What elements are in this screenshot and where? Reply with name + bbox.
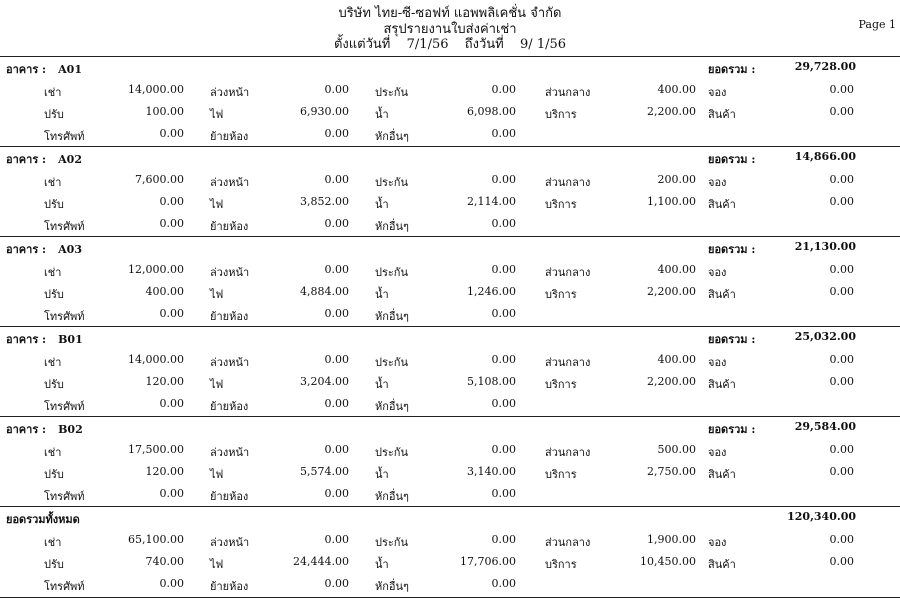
amount-row bbox=[0, 303, 900, 325]
electric-value: 3,852.00 bbox=[300, 195, 349, 208]
common-value: 400.00 bbox=[657, 353, 696, 366]
goods-value: 0.00 bbox=[829, 285, 854, 298]
service-label: บริการ bbox=[545, 288, 577, 301]
water-label: น้ำ bbox=[375, 558, 389, 571]
water-value: 5,108.00 bbox=[467, 375, 516, 388]
section-header bbox=[0, 420, 900, 436]
report-title: สรุปรายงานใบส่งค่าเช่า bbox=[383, 22, 517, 37]
date-from: 7/1/56 bbox=[406, 37, 449, 52]
reserve-label: จอง bbox=[708, 266, 727, 279]
section-rule bbox=[0, 326, 900, 327]
building-section bbox=[0, 143, 900, 233]
rent-value: 14,000.00 bbox=[128, 353, 184, 366]
amount-row bbox=[0, 191, 900, 213]
electric-label: ไฟ bbox=[210, 108, 224, 121]
phone-label: โทรศัพท์ bbox=[44, 310, 85, 323]
other-deduct-label: หักอื่นๆ bbox=[375, 220, 409, 233]
grand-total-section bbox=[0, 503, 900, 591]
water-value: 3,140.00 bbox=[467, 465, 516, 478]
fine-label: ปรับ bbox=[44, 378, 64, 391]
reserve-label: จอง bbox=[708, 176, 727, 189]
goods-label: สินค้า bbox=[708, 378, 736, 391]
advance-value: 0.00 bbox=[324, 533, 349, 546]
common-label: ส่วนกลาง bbox=[545, 446, 591, 459]
common-label: ส่วนกลาง bbox=[545, 86, 591, 99]
building-label: อาคาร : bbox=[6, 153, 47, 166]
section-total-label: ยอดรวม : bbox=[708, 63, 756, 76]
rent-label: เช่า bbox=[44, 86, 62, 99]
section-header bbox=[0, 60, 900, 76]
grand-total-value: 120,340.00 bbox=[787, 510, 856, 523]
building-heading bbox=[6, 330, 83, 348]
move-room-value: 0.00 bbox=[324, 307, 349, 320]
date-range bbox=[0, 33, 900, 54]
amount-row bbox=[0, 169, 900, 191]
reserve-label: จอง bbox=[708, 86, 727, 99]
service-value: 2,200.00 bbox=[647, 105, 696, 118]
goods-value: 0.00 bbox=[829, 465, 854, 478]
building-section bbox=[0, 323, 900, 413]
electric-value: 24,444.00 bbox=[293, 555, 349, 568]
section-total-value: 25,032.00 bbox=[794, 330, 856, 343]
deposit-value: 0.00 bbox=[491, 533, 516, 546]
move-room-label: ย้ายห้อง bbox=[210, 310, 249, 323]
phone-label: โทรศัพท์ bbox=[44, 220, 85, 233]
service-label: บริการ bbox=[545, 378, 577, 391]
goods-label: สินค้า bbox=[708, 288, 736, 301]
amount-row bbox=[0, 573, 900, 595]
phone-label: โทรศัพท์ bbox=[44, 400, 85, 413]
water-value: 6,098.00 bbox=[467, 105, 516, 118]
service-value: 2,200.00 bbox=[647, 285, 696, 298]
section-total-label: ยอดรวม : bbox=[708, 423, 756, 436]
water-label: น้ำ bbox=[375, 378, 389, 391]
service-label: บริการ bbox=[545, 558, 577, 571]
fine-value: 100.00 bbox=[145, 105, 184, 118]
rent-value: 14,000.00 bbox=[128, 83, 184, 96]
fine-value: 0.00 bbox=[159, 195, 184, 208]
rent-value: 65,100.00 bbox=[128, 533, 184, 546]
common-value: 500.00 bbox=[657, 443, 696, 456]
move-room-value: 0.00 bbox=[324, 127, 349, 140]
other-deduct-value: 0.00 bbox=[491, 577, 516, 590]
reserve-label: จอง bbox=[708, 446, 727, 459]
electric-value: 4,884.00 bbox=[300, 285, 349, 298]
phone-value: 0.00 bbox=[159, 217, 184, 230]
deposit-label: ประกัน bbox=[375, 356, 408, 369]
other-deduct-value: 0.00 bbox=[491, 127, 516, 140]
common-label: ส่วนกลาง bbox=[545, 356, 591, 369]
amount-row bbox=[0, 529, 900, 551]
amount-row bbox=[0, 551, 900, 573]
deposit-value: 0.00 bbox=[491, 83, 516, 96]
section-total-value: 21,130.00 bbox=[794, 240, 856, 253]
fine-label: ปรับ bbox=[44, 558, 64, 571]
building-code: A01 bbox=[58, 63, 82, 76]
move-room-label: ย้ายห้อง bbox=[210, 490, 249, 503]
deposit-label: ประกัน bbox=[375, 266, 408, 279]
service-label: บริการ bbox=[545, 108, 577, 121]
phone-value: 0.00 bbox=[159, 307, 184, 320]
amount-row bbox=[0, 101, 900, 123]
move-room-value: 0.00 bbox=[324, 217, 349, 230]
other-deduct-value: 0.00 bbox=[491, 397, 516, 410]
common-value: 1,900.00 bbox=[647, 533, 696, 546]
common-label: ส่วนกลาง bbox=[545, 266, 591, 279]
bottom-rule bbox=[0, 597, 900, 598]
building-code: B01 bbox=[58, 333, 83, 346]
section-total-value: 14,866.00 bbox=[794, 150, 856, 163]
electric-label: ไฟ bbox=[210, 468, 224, 481]
advance-label: ล่วงหน้า bbox=[210, 266, 250, 279]
range-to-label: ถึงวันที่ bbox=[464, 37, 504, 52]
other-deduct-label: หักอื่นๆ bbox=[375, 580, 409, 593]
fine-label: ปรับ bbox=[44, 288, 64, 301]
section-rule bbox=[0, 416, 900, 417]
phone-value: 0.00 bbox=[159, 577, 184, 590]
fine-value: 740.00 bbox=[145, 555, 184, 568]
common-value: 200.00 bbox=[657, 173, 696, 186]
common-label: ส่วนกลาง bbox=[545, 176, 591, 189]
goods-value: 0.00 bbox=[829, 105, 854, 118]
building-heading bbox=[6, 420, 83, 438]
deposit-label: ประกัน bbox=[375, 176, 408, 189]
rent-value: 7,600.00 bbox=[135, 173, 184, 186]
building-heading bbox=[6, 60, 82, 78]
phone-label: โทรศัพท์ bbox=[44, 490, 85, 503]
section-total-label: ยอดรวม : bbox=[708, 153, 756, 166]
advance-label: ล่วงหน้า bbox=[210, 536, 250, 549]
rent-label: เช่า bbox=[44, 266, 62, 279]
service-value: 2,200.00 bbox=[647, 375, 696, 388]
section-total-label: ยอดรวม : bbox=[708, 243, 756, 256]
range-from-label: ตั้งแต่วันที่ bbox=[333, 37, 391, 52]
section-header bbox=[0, 510, 900, 526]
service-value: 2,750.00 bbox=[647, 465, 696, 478]
rent-label: เช่า bbox=[44, 176, 62, 189]
building-label: อาคาร : bbox=[6, 423, 47, 436]
other-deduct-label: หักอื่นๆ bbox=[375, 490, 409, 503]
goods-label: สินค้า bbox=[708, 198, 736, 211]
goods-label: สินค้า bbox=[708, 468, 736, 481]
section-rule bbox=[0, 56, 900, 57]
service-label: บริการ bbox=[545, 198, 577, 211]
water-label: น้ำ bbox=[375, 468, 389, 481]
report-body bbox=[0, 53, 900, 591]
common-value: 400.00 bbox=[657, 83, 696, 96]
advance-value: 0.00 bbox=[324, 173, 349, 186]
section-header bbox=[0, 330, 900, 346]
fine-value: 400.00 bbox=[145, 285, 184, 298]
phone-value: 0.00 bbox=[159, 397, 184, 410]
other-deduct-label: หักอื่นๆ bbox=[375, 130, 409, 143]
electric-value: 3,204.00 bbox=[300, 375, 349, 388]
electric-label: ไฟ bbox=[210, 288, 224, 301]
goods-label: สินค้า bbox=[708, 558, 736, 571]
date-to: 9/ 1/56 bbox=[520, 37, 567, 52]
building-section bbox=[0, 53, 900, 143]
fine-label: ปรับ bbox=[44, 108, 64, 121]
reserve-value: 0.00 bbox=[829, 263, 854, 276]
electric-label: ไฟ bbox=[210, 558, 224, 571]
advance-label: ล่วงหน้า bbox=[210, 86, 250, 99]
rent-value: 12,000.00 bbox=[128, 263, 184, 276]
service-value: 1,100.00 bbox=[647, 195, 696, 208]
other-deduct-label: หักอื่นๆ bbox=[375, 310, 409, 323]
deposit-label: ประกัน bbox=[375, 536, 408, 549]
building-code: A02 bbox=[58, 153, 82, 166]
reserve-label: จอง bbox=[708, 536, 727, 549]
other-deduct-value: 0.00 bbox=[491, 217, 516, 230]
water-value: 17,706.00 bbox=[460, 555, 516, 568]
reserve-value: 0.00 bbox=[829, 83, 854, 96]
electric-value: 5,574.00 bbox=[300, 465, 349, 478]
phone-value: 0.00 bbox=[159, 487, 184, 500]
section-total-label: ยอดรวม : bbox=[708, 333, 756, 346]
move-room-label: ย้ายห้อง bbox=[210, 580, 249, 593]
section-total-value: 29,728.00 bbox=[794, 60, 856, 73]
rent-label: เช่า bbox=[44, 446, 62, 459]
goods-value: 0.00 bbox=[829, 195, 854, 208]
advance-value: 0.00 bbox=[324, 83, 349, 96]
amount-row bbox=[0, 483, 900, 505]
amount-row bbox=[0, 393, 900, 415]
advance-label: ล่วงหน้า bbox=[210, 446, 250, 459]
water-label: น้ำ bbox=[375, 108, 389, 121]
water-label: น้ำ bbox=[375, 198, 389, 211]
advance-label: ล่วงหน้า bbox=[210, 356, 250, 369]
fine-value: 120.00 bbox=[145, 375, 184, 388]
reserve-value: 0.00 bbox=[829, 443, 854, 456]
building-label: อาคาร : bbox=[6, 333, 47, 346]
other-deduct-value: 0.00 bbox=[491, 307, 516, 320]
fine-label: ปรับ bbox=[44, 198, 64, 211]
deposit-value: 0.00 bbox=[491, 263, 516, 276]
move-room-label: ย้ายห้อง bbox=[210, 400, 249, 413]
amount-row bbox=[0, 213, 900, 235]
grand-total-label: ยอดรวมทั้งหมด bbox=[6, 513, 80, 526]
building-label: อาคาร : bbox=[6, 63, 47, 76]
building-heading bbox=[6, 150, 82, 168]
deposit-value: 0.00 bbox=[491, 353, 516, 366]
water-value: 2,114.00 bbox=[467, 195, 516, 208]
rent-label: เช่า bbox=[44, 536, 62, 549]
advance-value: 0.00 bbox=[324, 263, 349, 276]
advance-label: ล่วงหน้า bbox=[210, 176, 250, 189]
fine-label: ปรับ bbox=[44, 468, 64, 481]
page-number: Page 1 bbox=[858, 18, 896, 31]
company-name: บริษัท ไทย-ซี-ซอฟท์ แอพพลิเคชั่น จำกัด bbox=[338, 6, 562, 21]
water-label: น้ำ bbox=[375, 288, 389, 301]
electric-value: 6,930.00 bbox=[300, 105, 349, 118]
move-room-value: 0.00 bbox=[324, 577, 349, 590]
rent-label: เช่า bbox=[44, 356, 62, 369]
goods-value: 0.00 bbox=[829, 375, 854, 388]
reserve-value: 0.00 bbox=[829, 533, 854, 546]
advance-value: 0.00 bbox=[324, 353, 349, 366]
deposit-label: ประกัน bbox=[375, 86, 408, 99]
section-header bbox=[0, 240, 900, 256]
phone-label: โทรศัพท์ bbox=[44, 130, 85, 143]
water-value: 1,246.00 bbox=[467, 285, 516, 298]
other-deduct-value: 0.00 bbox=[491, 487, 516, 500]
amount-row bbox=[0, 349, 900, 371]
reserve-label: จอง bbox=[708, 356, 727, 369]
rent-value: 17,500.00 bbox=[128, 443, 184, 456]
amount-row bbox=[0, 461, 900, 483]
phone-label: โทรศัพท์ bbox=[44, 580, 85, 593]
section-rule bbox=[0, 146, 900, 147]
amount-row bbox=[0, 79, 900, 101]
amount-row bbox=[0, 123, 900, 145]
amount-row bbox=[0, 259, 900, 281]
deposit-value: 0.00 bbox=[491, 173, 516, 186]
grand-total-heading bbox=[6, 510, 80, 528]
building-section bbox=[0, 413, 900, 503]
section-total-value: 29,584.00 bbox=[794, 420, 856, 433]
other-deduct-label: หักอื่นๆ bbox=[375, 400, 409, 413]
service-value: 10,450.00 bbox=[640, 555, 696, 568]
move-room-label: ย้ายห้อง bbox=[210, 220, 249, 233]
move-room-value: 0.00 bbox=[324, 397, 349, 410]
fine-value: 120.00 bbox=[145, 465, 184, 478]
building-code: B02 bbox=[58, 423, 83, 436]
common-label: ส่วนกลาง bbox=[545, 536, 591, 549]
move-room-label: ย้ายห้อง bbox=[210, 130, 249, 143]
building-label: อาคาร : bbox=[6, 243, 47, 256]
move-room-value: 0.00 bbox=[324, 487, 349, 500]
building-section bbox=[0, 233, 900, 323]
deposit-label: ประกัน bbox=[375, 446, 408, 459]
building-code: A03 bbox=[58, 243, 82, 256]
section-rule bbox=[0, 236, 900, 237]
reserve-value: 0.00 bbox=[829, 173, 854, 186]
amount-row bbox=[0, 439, 900, 461]
common-value: 400.00 bbox=[657, 263, 696, 276]
section-rule bbox=[0, 506, 900, 507]
service-label: บริการ bbox=[545, 468, 577, 481]
advance-value: 0.00 bbox=[324, 443, 349, 456]
section-header bbox=[0, 150, 900, 166]
reserve-value: 0.00 bbox=[829, 353, 854, 366]
deposit-value: 0.00 bbox=[491, 443, 516, 456]
amount-row bbox=[0, 281, 900, 303]
electric-label: ไฟ bbox=[210, 198, 224, 211]
amount-row bbox=[0, 371, 900, 393]
phone-value: 0.00 bbox=[159, 127, 184, 140]
goods-label: สินค้า bbox=[708, 108, 736, 121]
electric-label: ไฟ bbox=[210, 378, 224, 391]
goods-value: 0.00 bbox=[829, 555, 854, 568]
building-heading bbox=[6, 240, 82, 258]
